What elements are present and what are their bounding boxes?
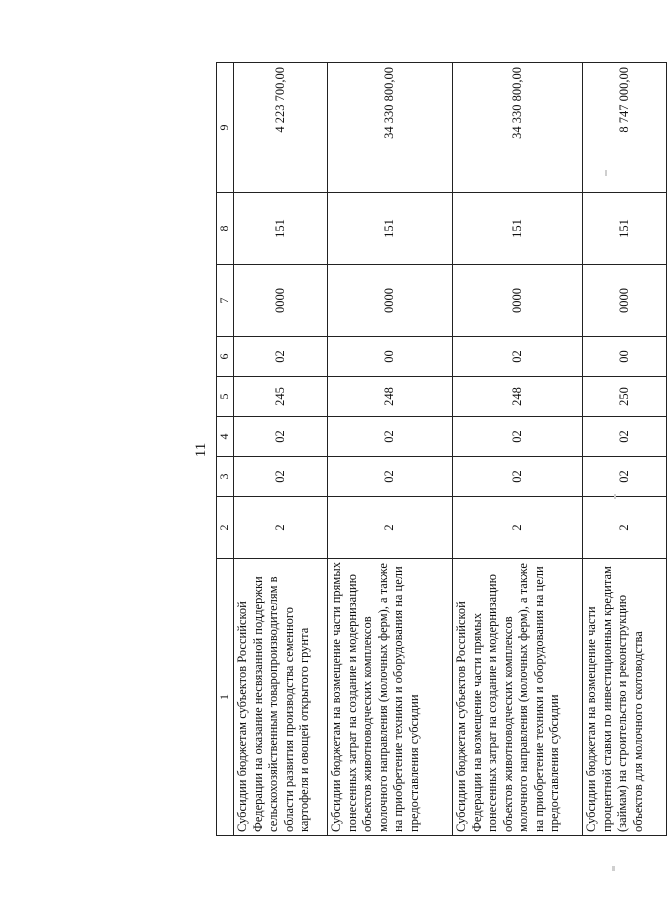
row-cell-6: 02 — [234, 337, 328, 377]
column-header: 9 — [217, 63, 234, 193]
row-description: Субсидии бюджетам на возмещение части процентной ставки по инвестиционным кредитам (займам) на строительство и реконструкцию объектов для молочного скотоводства — [583, 559, 667, 836]
row-cell-8: 151 — [453, 193, 583, 265]
row-cell-6: 00 — [328, 337, 453, 377]
row-cell-7: 0000 — [234, 265, 328, 337]
row-cell-2: 2 — [583, 497, 667, 559]
row-cell-2: 2 — [234, 497, 328, 559]
row-cell-3: 02 — [328, 457, 453, 497]
page-number: 11 — [193, 442, 209, 458]
row-cell-7: 0000 — [583, 265, 667, 337]
table-row — [453, 63, 583, 836]
column-header: 5 — [217, 377, 234, 417]
row-cell-8: 151 — [234, 193, 328, 265]
row-cell-4: 02 — [328, 417, 453, 457]
row-cell-8: 151 — [583, 193, 667, 265]
column-header: 1 — [217, 559, 234, 836]
row-cell-5: 245 — [234, 377, 328, 417]
row-amount: 4 223 700,00 — [234, 63, 328, 193]
row-cell-5: 250 — [583, 377, 667, 417]
row-cell-2: 2 — [328, 497, 453, 559]
row-cell-6: 00 — [583, 337, 667, 377]
row-cell-3: 02 — [234, 457, 328, 497]
row-cell-6: 02 — [453, 337, 583, 377]
column-header: 2 — [217, 497, 234, 559]
column-header: 4 — [217, 417, 234, 457]
row-description: Субсидии бюджетам субъектов Российской Федерации на оказание несвязанной поддержки сельскохозяйственным товаропроизводителям в области развития производства семенного картофеля и овощей открытого грунта — [234, 559, 328, 836]
column-header: 6 — [217, 337, 234, 377]
column-header: 8 — [217, 193, 234, 265]
row-cell-3: 02 — [453, 457, 583, 497]
table-row — [583, 63, 667, 836]
row-cell-4: 02 — [583, 417, 667, 457]
table-row — [328, 63, 453, 836]
row-cell-7: 0000 — [453, 265, 583, 337]
row-cell-5: 248 — [328, 377, 453, 417]
row-cell-7: 0000 — [328, 265, 453, 337]
table-row — [234, 63, 328, 836]
row-cell-4: 02 — [234, 417, 328, 457]
table-header-row — [217, 63, 234, 836]
row-cell-4: 02 — [453, 417, 583, 457]
scan-speck — [612, 866, 615, 871]
scan-speck — [614, 494, 616, 499]
document-page — [20, 20, 645, 880]
row-amount: 34 330 800,00 — [328, 63, 453, 193]
row-amount: 8 747 000,00 — [583, 63, 667, 193]
row-description: Субсидии бюджетам субъектов Российской Федерации на возмещение части прямых понесенных затрат на создание и модернизацию объектов животноводческих комплексов молочного направления (молочных ферм), а также на приобретение техники и оборудования на цели предоставления субсидии — [453, 559, 583, 836]
row-description: Субсидии бюджетам на возмещение части прямых понесенных затрат на создание и модернизацию объектов животноводческих комплексов молочного направления (молочных ферм), а также на приобретение техники и оборудования на цели предоставления субсидии — [328, 559, 453, 836]
column-header: 3 — [217, 457, 234, 497]
column-header: 7 — [217, 265, 234, 337]
row-cell-3: 02 — [583, 457, 667, 497]
scan-speck — [605, 170, 607, 176]
row-cell-2: 2 — [453, 497, 583, 559]
row-cell-5: 248 — [453, 377, 583, 417]
row-amount: 34 330 800,00 — [453, 63, 583, 193]
row-cell-8: 151 — [328, 193, 453, 265]
budget-table — [216, 62, 667, 836]
